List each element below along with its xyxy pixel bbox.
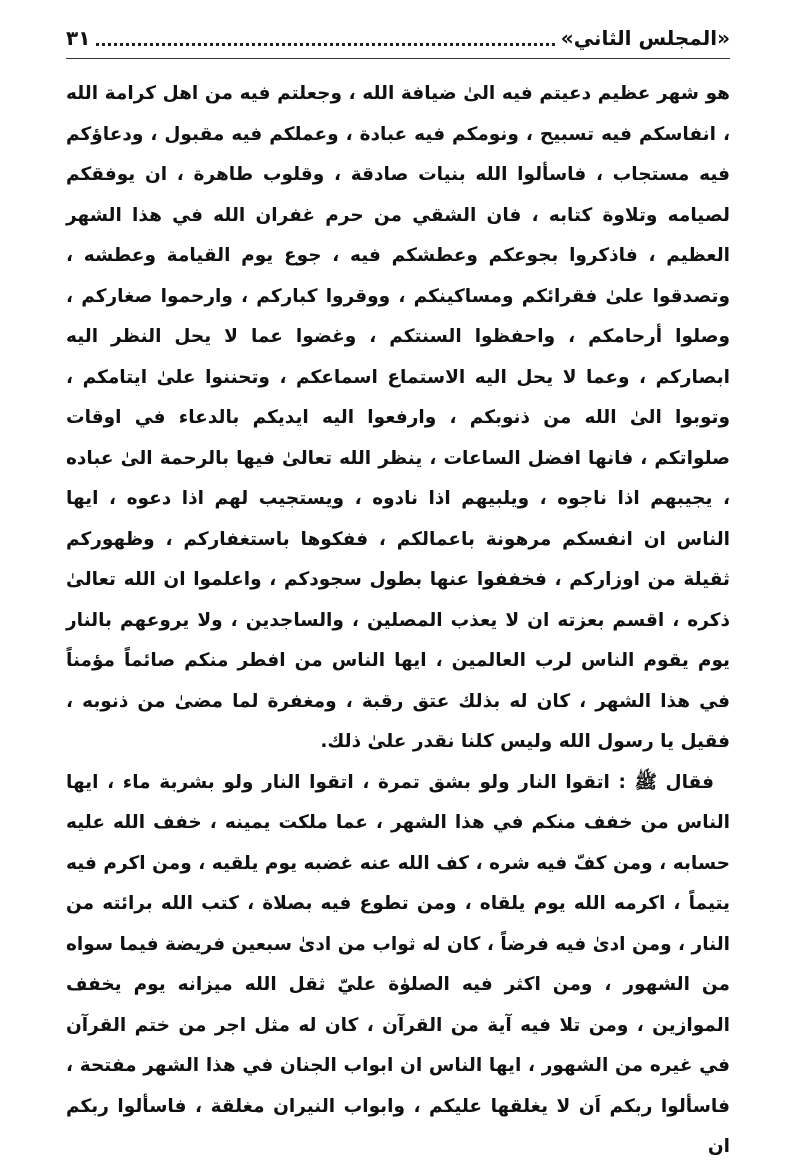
paragraph-1: هو شهر عظيم دعيتم فيه الىٰ ضيافة الله ، وجعلتم فيه من اهل كرامة الله ، انفاسكم فيه تسبيح ، ونومكم فيه عبادة ، وعملكم فيه مقبول ، ودعاؤكم فيه مستجاب ، فاسألوا الله بنيات صادقة ، وقلوب طاهرة ، ان يوفقكم لصيامه وتلاوة كتابه ، فان الشقي من حرم غفران الله في هذا الشهر العظيم ، فاذكروا بجوعكم وعطشكم فيه ، جوع يوم القيامة وعطشه ، وتصدقوا علىٰ فقرائكم ومساكينكم ، ووقروا كباركم ، وارحموا صغاركم ، وصلوا أرحامكم ، واحفظوا السنتكم ، وغضوا عما لا يحل النظر اليه ابصاركم ، وعما لا يحل اليه الاستماع اسماعكم ، وتحننوا علىٰ ايتامكم ، وتوبوا الىٰ الله من ذنوبكم ، وارفعوا اليه ايديكم بالدعاء في اوقات صلواتكم ، فانها افضل الساعات ، ينظر الله تعالىٰ فيها بالرحمة الىٰ عباده ، يجيبهم اذا ناجوه ، ويلبيهم اذا نادوه ، ويستجيب لهم اذا دعوه ، ايها الناس ان انفسكم مرهونة باعمالكم ، ففكوها باستغفاركم ، وظهوركم ثقيلة من اوزاركم ، فخففوا عنها بطول سجودكم ، واعلموا ان الله تعالىٰ ذكره ، اقسم بعزته ان لا يعذب المصلين ، والساجدين ، ولا يروعهم بالنار يوم يقوم الناس لرب العالمين ، ايها الناس من افطر منكم صائماً مؤمناً في هذا الشهر ، كان له بذلك عتق رقبة ، ومغفرة لما مضىٰ من ذنوبه ، فقيل يا رسول الله وليس كلنا نقدر علىٰ ذلك.	[66, 83, 730, 752]
paragraph-2: فقال ﷺ : اتقوا النار ولو بشق تمرة ، اتقوا النار ولو بشربة ماء ، ايها الناس من خفف منكم في هذا الشهر ، عما ملكت يمينه ، خفف الله عليه حسابه ، ومن كفّ فيه شره ، كف الله عنه غضبه يوم يلقيه ، ومن اكرم فيه يتيماً ، اكرمه الله يوم يلقاه ، ومن تطوع فيه بصلاة ، كتب الله برائته من النار ، ومن ادىٰ فيه فرضاً ، كان له ثواب من ادىٰ سبعين فريضة فيما سواه من الشهور ، ومن اكثر فيه الصلوٰة عليّ ثقل الله ميزانه يوم يخفف الموازين ، ومن تلا فيه آية من القرآن ، كان له مثل اجر من ختم القرآن في غيره من الشهور ، ايها الناس ان ابواب الجنان في هذا الشهر مفتحة ، فاسألوا ربكم اَن لا يغلقها عليكم ، وابواب النيران مغلقة ، فاسألوا ربكم ان	[66, 771, 730, 1157]
running-header	[66, 18, 730, 59]
body-text	[66, 74, 730, 1168]
dotted-leader	[96, 43, 554, 46]
page-number: ٣١	[66, 26, 91, 50]
chapter-title: «المجلس الثاني»	[560, 26, 730, 50]
